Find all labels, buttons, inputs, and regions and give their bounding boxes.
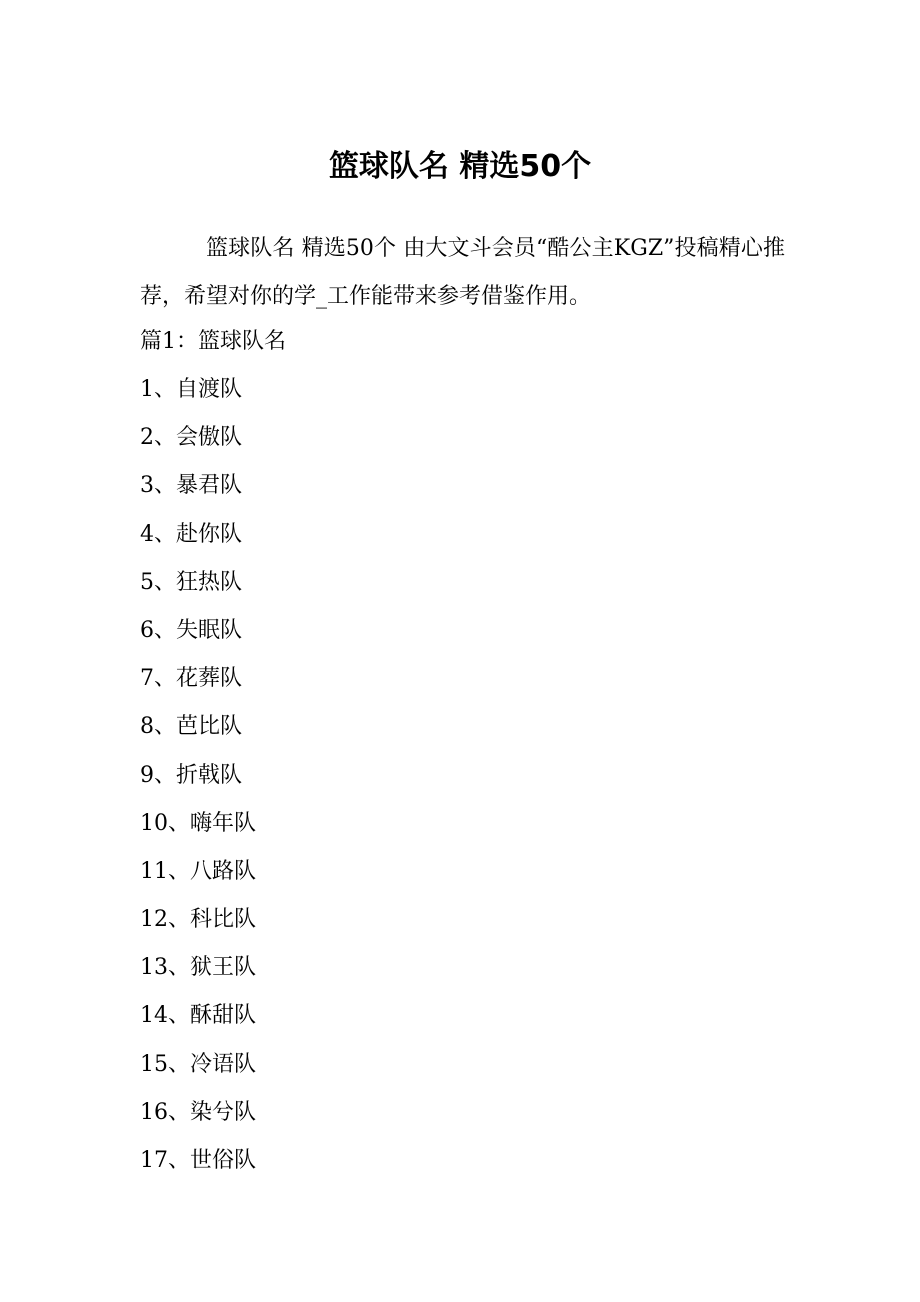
- list-item: 13、狱王队: [140, 955, 256, 981]
- intro-paragraph: 篮球队名 精选50个 由大文斗会员“酷公主KGZ”投稿精心推荐，希望对你的学_工作能带来参考借鉴作用。: [140, 236, 785, 309]
- list-item: 9、折戟队: [140, 762, 242, 788]
- list-item: 10、嗨年队: [140, 810, 256, 836]
- list-item: 1、自渡队: [140, 377, 242, 402]
- list-item: 8、芭比队: [140, 714, 242, 740]
- list-item: 6、失眠队: [140, 617, 242, 643]
- list-item: 16、染兮队: [140, 1099, 256, 1125]
- list-item: 14、酥甜队: [140, 1003, 256, 1029]
- list-item: 15、冷语队: [140, 1051, 256, 1077]
- document-title: 篮球队名 精选50个: [328, 149, 592, 184]
- list-item: 17、世俗队: [140, 1148, 256, 1173]
- list-item: 7、花葬队: [140, 666, 242, 692]
- list-item: 5、狂热队: [140, 569, 242, 595]
- list-item: 3、暴君队: [140, 473, 242, 499]
- team-name-list: [140, 368, 256, 1187]
- list-item: 12、科比队: [140, 907, 256, 933]
- list-item: 2、会傲队: [140, 425, 242, 451]
- list-item: 11、八路队: [140, 858, 256, 884]
- section-heading: 篇1：篮球队名: [140, 329, 286, 354]
- list-item: 4、赴你队: [140, 521, 242, 547]
